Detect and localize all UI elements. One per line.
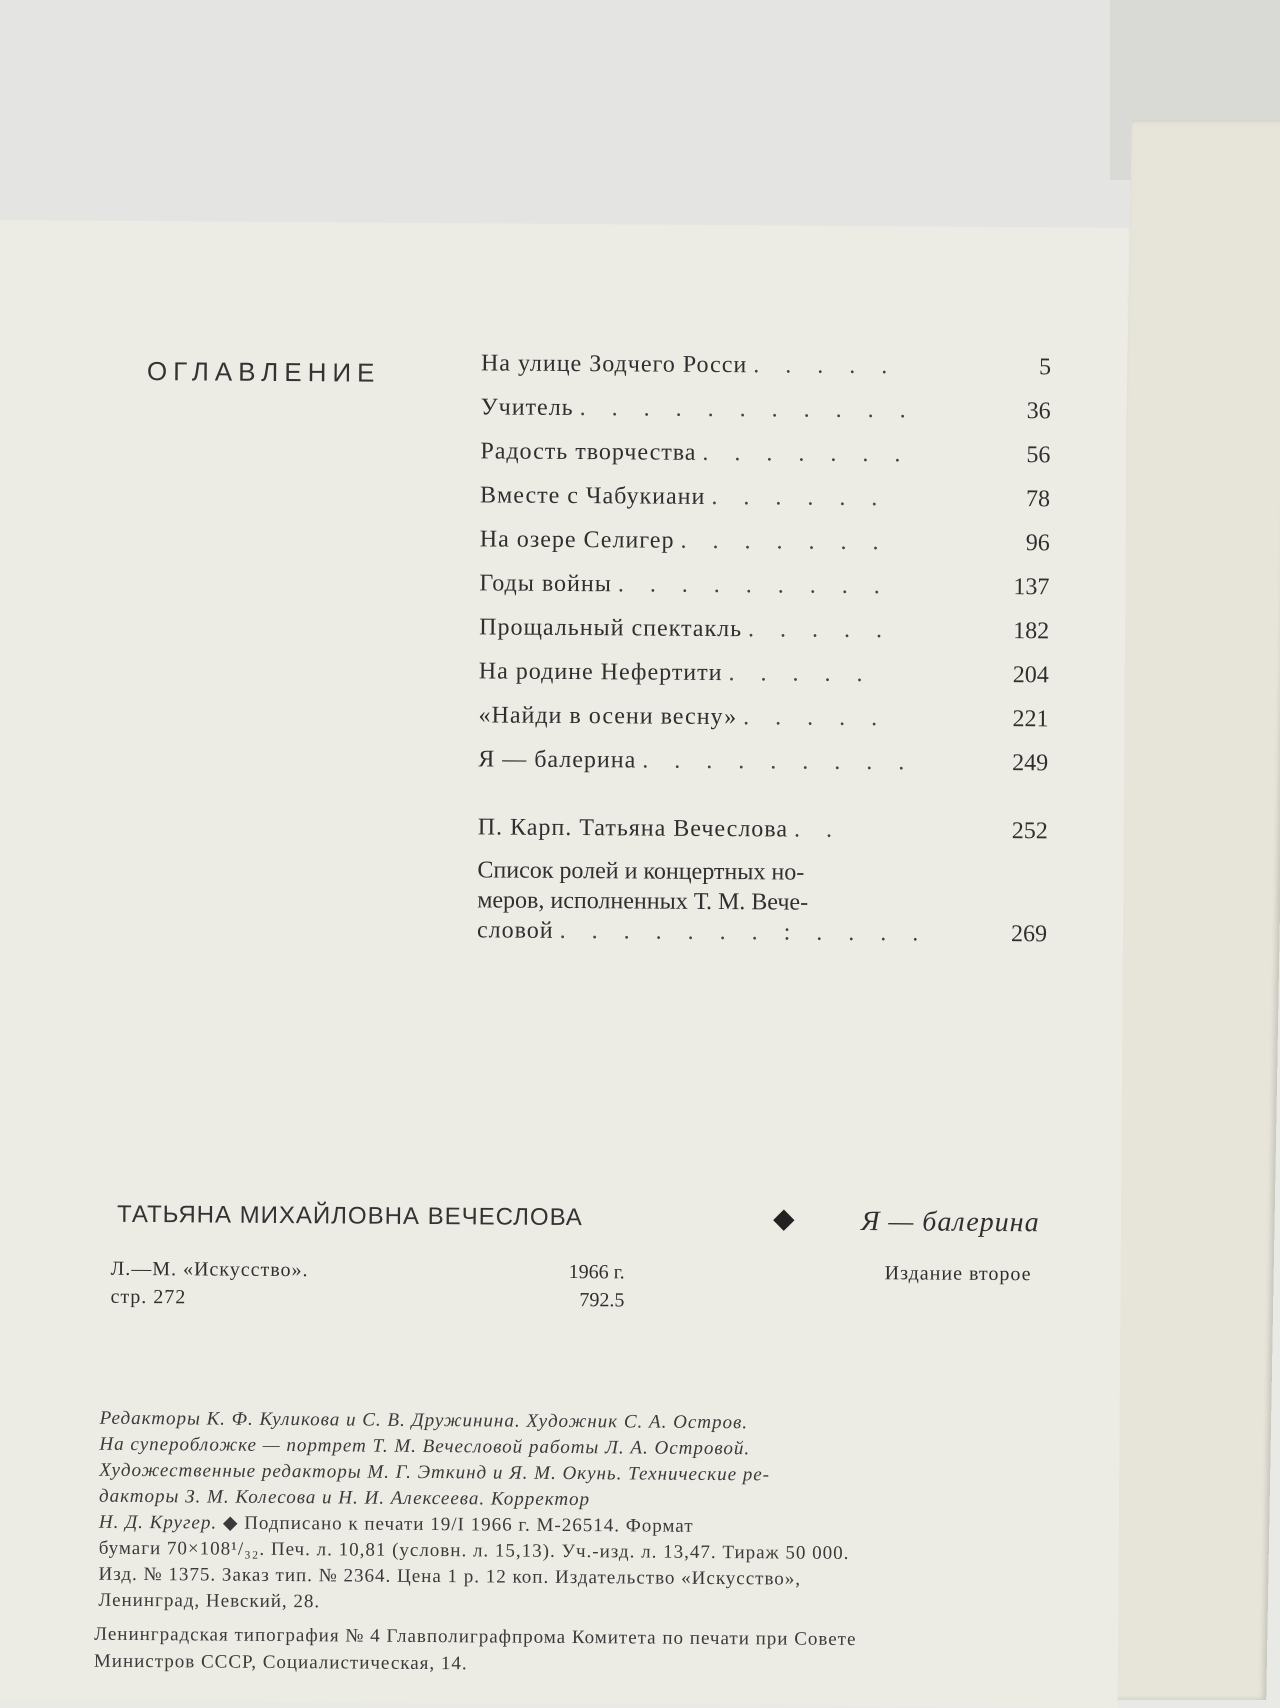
toc-entry-dots: . . . . . . . . . <box>617 571 890 600</box>
toc-entry-page: 5 <box>1038 354 1052 381</box>
toc-entry-dots: . . . . . <box>747 616 893 644</box>
imprint-code: 792.5 <box>579 1289 625 1312</box>
imprint-book-title: Я — балерина <box>860 1206 1040 1239</box>
toc-entry-title: Радость творчества <box>480 438 697 466</box>
toc-entry <box>480 517 1050 565</box>
colophon-line: Изд. № 1375. Заказ тип. № 2364. Цена 1 р. 12 коп. Издательство «Искусство», <box>98 1563 802 1590</box>
toc-entry-dots: . . . . . . . . . <box>642 747 915 776</box>
toc-entry <box>479 605 1049 653</box>
colophon-print-info: ◆ Подписано к печати 19/I 1966 г. М-26514. Формат <box>222 1512 694 1537</box>
colophon-line: На суперобложке — портрет Т. М. Вечесловой работы Л. А. Островой. <box>99 1433 751 1460</box>
toc-entry <box>480 473 1050 521</box>
toc-entry-dots: . . . . . . . <box>680 527 889 556</box>
imprint-edition: Издание второе <box>884 1262 1032 1286</box>
toc-entry-page: 269 <box>1010 921 1048 948</box>
colophon-line: бумаги 70×108¹/₃₂. Печ. л. 10,81 (условн. л. 15,13). Уч.-изд. л. 13,47. Тираж 50 000. <box>98 1537 850 1564</box>
book-right-page-edge <box>1104 120 1280 1700</box>
toc-entry-page: 204 <box>1012 662 1049 689</box>
book-page <box>0 220 1128 1708</box>
colophon-line: Художественные редакторы М. Г. Эткинд и Я. М. Окунь. Технические ре- <box>99 1459 771 1486</box>
toc-entry-page: 96 <box>1025 530 1050 557</box>
toc-entry-dots: . . <box>793 816 843 843</box>
toc-entry-title: Прощальный спектакль <box>479 614 743 643</box>
printer-info <box>94 1621 1084 1682</box>
toc-entry-page: 252 <box>1011 818 1048 845</box>
toc-entry-title: П. Карп. Татьяна Вечеслова <box>477 814 789 843</box>
toc-entry-page: 36 <box>1026 398 1051 425</box>
toc-entry <box>480 429 1050 477</box>
toc-entry-roles-line1: Список ролей и концертных но- <box>477 857 805 886</box>
toc-entry-roles-last <box>477 915 1047 949</box>
diamond-icon: ◆ <box>772 1203 795 1235</box>
toc-entry-dots: . . . . . <box>753 352 898 380</box>
toc-entry-dots: . . . . . . . : . . . . <box>559 917 929 947</box>
imprint-year: 1966 г. <box>568 1260 625 1284</box>
toc-entry <box>478 737 1048 785</box>
imprint-author: ТАТЬЯНА МИХАЙЛОВНА ВЕЧЕСЛОВА <box>116 1200 583 1232</box>
table-of-contents <box>477 341 1051 949</box>
toc-entry-page: 182 <box>1013 618 1050 645</box>
colophon-line: Редакторы К. Ф. Куликова и С. В. Дружинина. Художник С. А. Остров. <box>99 1407 749 1434</box>
toc-entry-afterword <box>478 805 1048 853</box>
colophon-line: Ленинград, Невский, 28. <box>98 1589 321 1613</box>
toc-entry-dots: . . . . . <box>728 660 873 688</box>
toc-entry-dots: . . . . . . <box>711 483 888 512</box>
imprint-year-block <box>568 1258 624 1314</box>
imprint-pages: стр. 272 <box>110 1285 187 1309</box>
toc-entry-dots: . . . . . . . . . . . <box>579 395 916 424</box>
imprint-publisher-block <box>110 1255 308 1312</box>
toc-entry-page: 249 <box>1012 750 1049 777</box>
toc-entry-title: Я — балерина <box>478 746 637 774</box>
toc-entry-page: 78 <box>1025 486 1051 513</box>
toc-entry-page: 221 <box>1012 706 1049 733</box>
toc-entry-title: словой <box>476 917 554 944</box>
toc-heading: ОГЛАВЛЕНИЕ <box>146 356 381 388</box>
toc-entry-page: 137 <box>1013 574 1050 601</box>
toc-entry-title: Учитель <box>480 394 574 422</box>
toc-entry-title: На улице Зодчего Росси <box>480 350 748 379</box>
printer-line: Министров СССР, Социалистическая, 14. <box>93 1650 468 1675</box>
colophon <box>98 1406 1079 1621</box>
toc-entry <box>479 649 1049 697</box>
printer-line: Ленинградская типография № 4 Главполиграфпрома Комитета по печати при Совете <box>94 1623 857 1651</box>
toc-entry-title: На озере Селигер <box>479 526 675 554</box>
toc-entry-dots: . . . . . . . <box>702 439 911 468</box>
toc-entry-title: Годы войны <box>479 570 612 598</box>
toc-entry <box>481 341 1051 389</box>
colophon-line: дакторы З. М. Колесова и Н. И. Алексеева. Корректор <box>99 1485 591 1511</box>
toc-entry-page: 56 <box>1026 442 1051 469</box>
toc-entry <box>481 385 1051 433</box>
toc-entry <box>478 693 1048 741</box>
toc-entry-dots: . . . . . <box>743 704 888 732</box>
toc-entry <box>479 561 1049 609</box>
toc-entry-title: «Найди в осени весну» <box>478 702 738 731</box>
background-surface <box>0 0 1280 230</box>
imprint-publisher: Л.—М. «Искусство». <box>110 1257 309 1282</box>
toc-entry-title: На родине Нефертити <box>478 658 723 687</box>
toc-entry-roles <box>477 855 1048 949</box>
toc-entry-roles-line2: меров, исполненных Т. М. Вече- <box>477 887 809 916</box>
toc-entry-title: Вместе с Чабукиани <box>479 482 706 510</box>
colophon-corrector: Н. Д. Кругер. <box>98 1511 218 1534</box>
